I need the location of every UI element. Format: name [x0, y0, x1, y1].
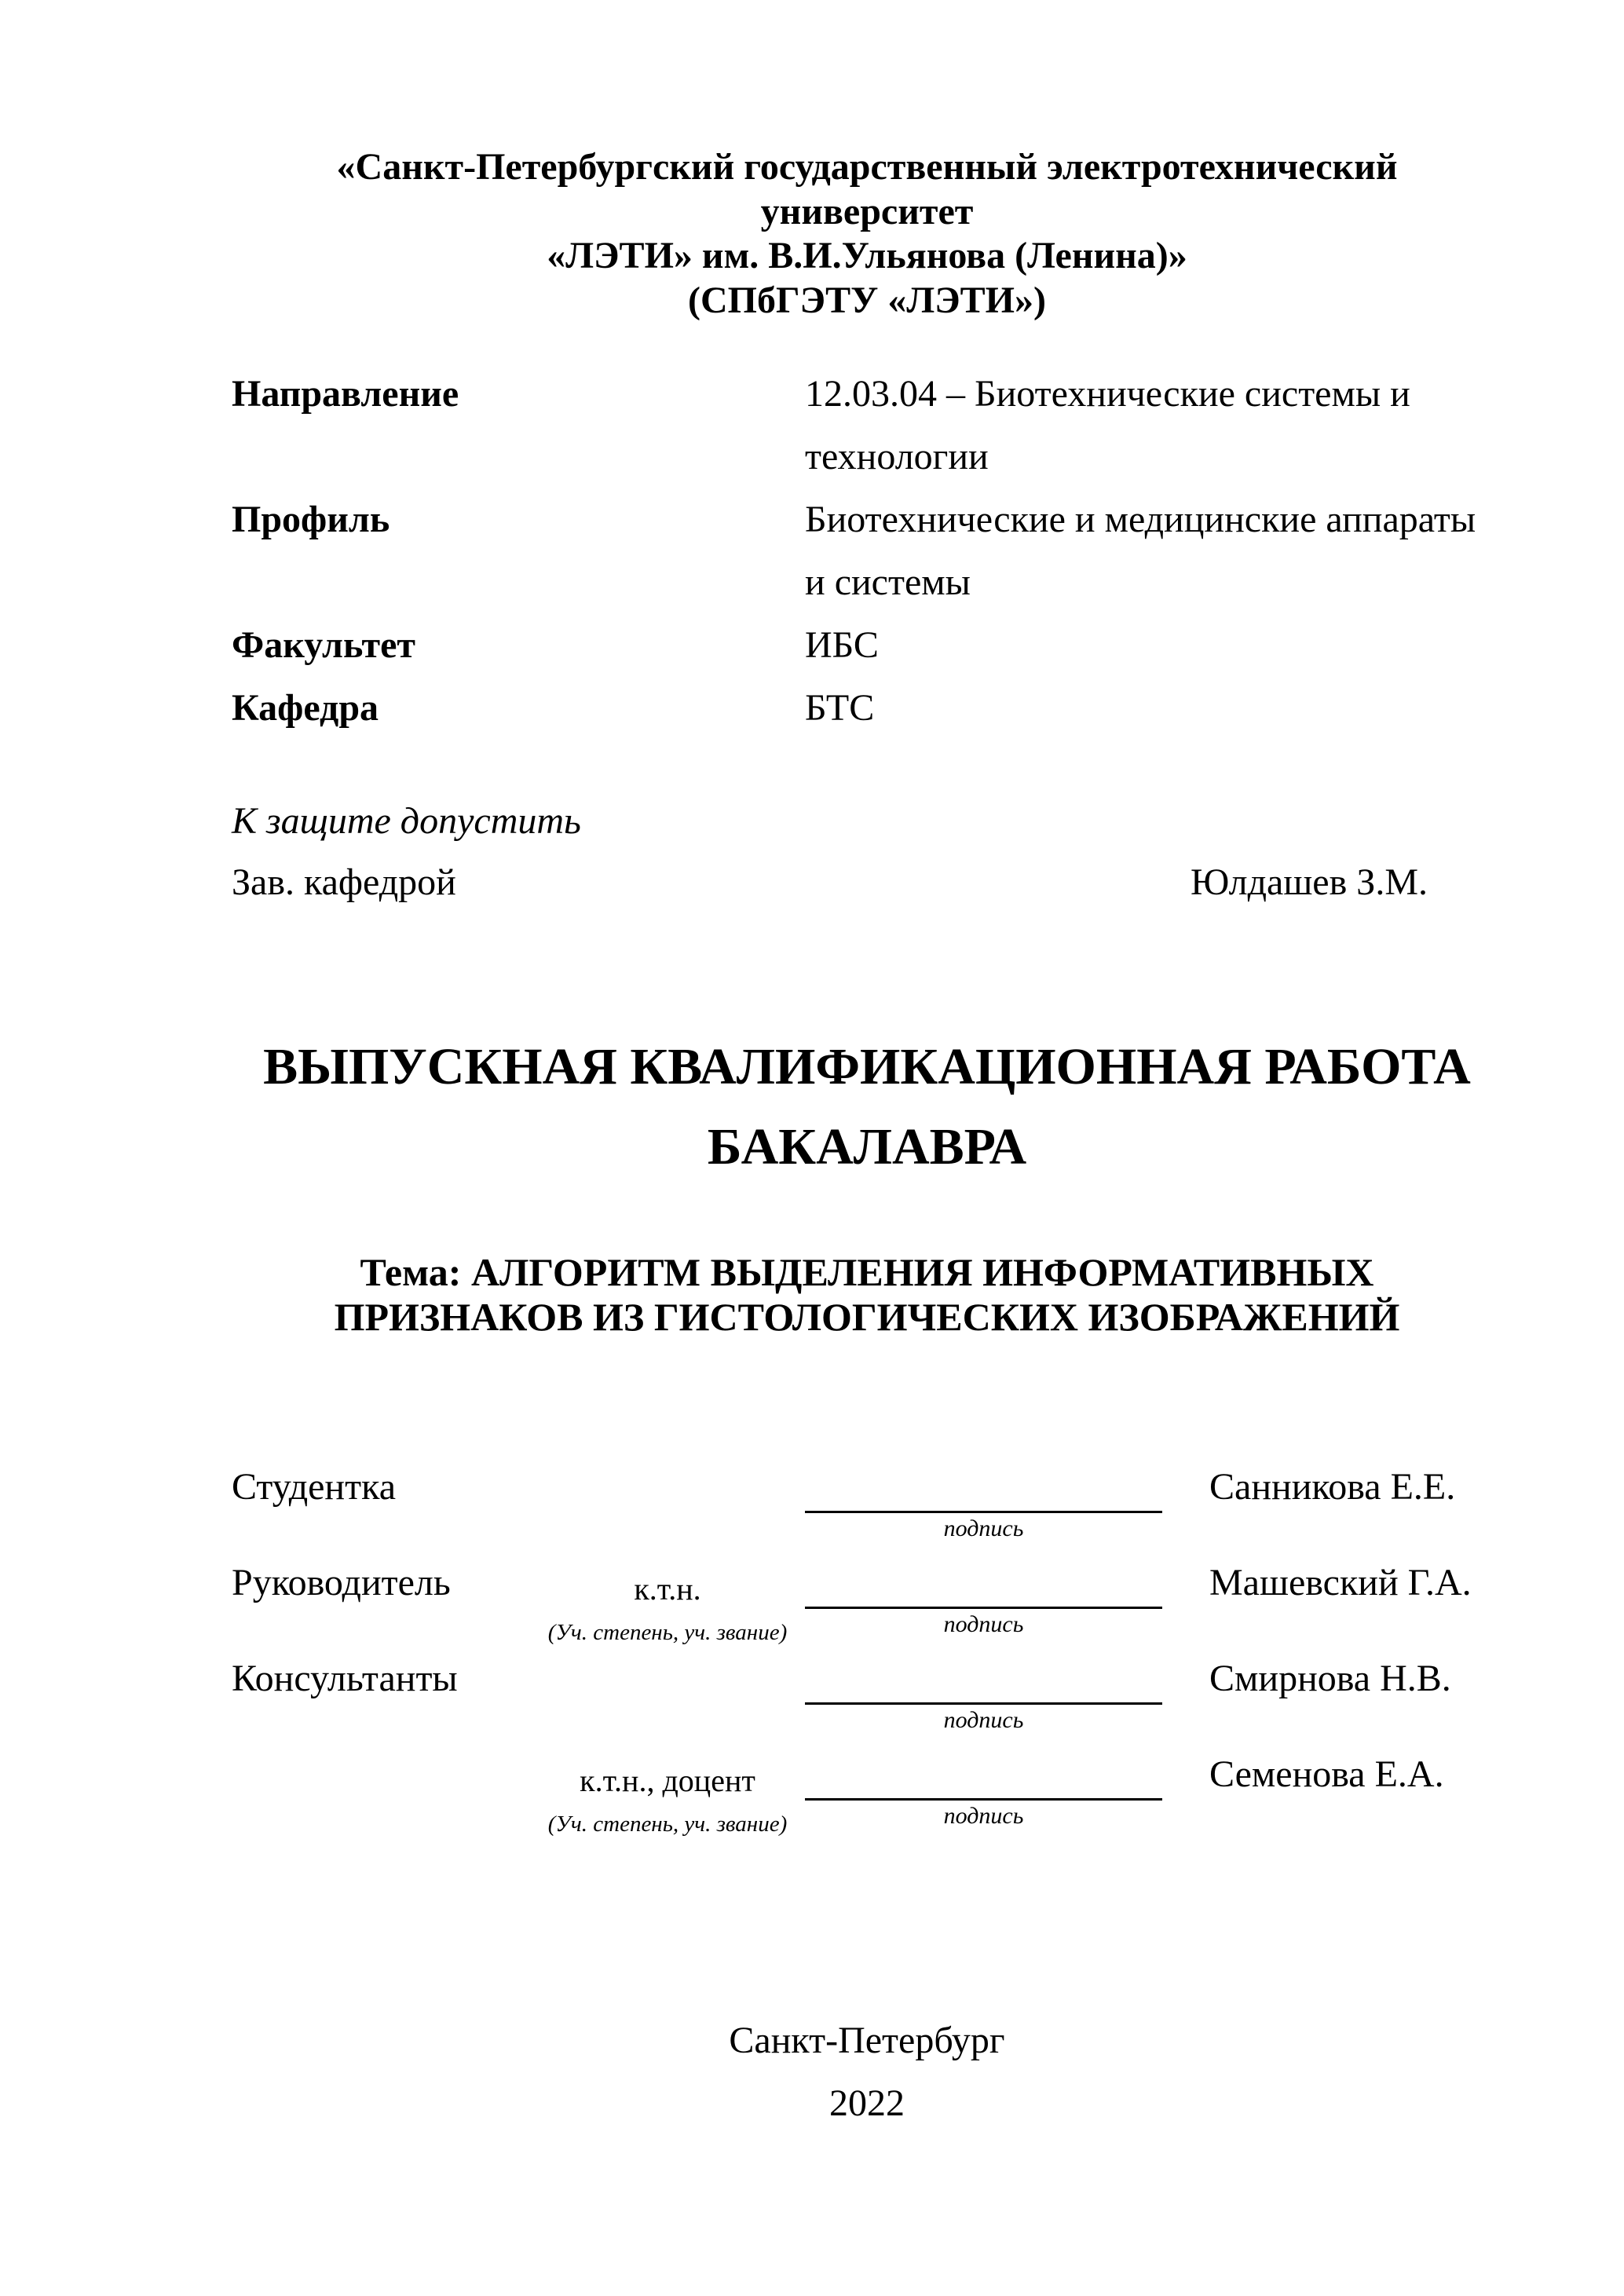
- program-info-block: [232, 363, 1502, 740]
- consultant2-degree: [546, 1753, 789, 1837]
- signature-row-consultant2: [232, 1753, 1502, 1848]
- info-row-direction: [232, 363, 1502, 488]
- profile-value: Биотехнические и медицинские аппараты и системы: [805, 498, 1476, 603]
- supervisor-name: Машевский Г.А.: [1209, 1561, 1472, 1603]
- university-name-line2: «ЛЭТИ» им. В.И.Ульянова (Ленина)»: [547, 235, 1187, 277]
- student-signature-field: [805, 1465, 1162, 1545]
- consultant1-degree: [546, 1657, 789, 1680]
- profile-label: Профиль: [232, 498, 390, 540]
- consultant2-name: Семенова Е.А.: [1209, 1753, 1444, 1795]
- main-title: [232, 1027, 1502, 1187]
- signature-row-student: [232, 1465, 1502, 1561]
- consultant1-signature-line: [805, 1657, 1162, 1705]
- main-title-line1: ВЫПУСКНАЯ КВАЛИФИКАЦИОННАЯ РАБОТА: [263, 1037, 1471, 1095]
- department-head-label: Зав. кафедрой: [232, 861, 456, 903]
- supervisor-degree-text: к.т.н.: [634, 1570, 701, 1607]
- info-row-department: [232, 677, 1502, 740]
- student-signature-line: [805, 1465, 1162, 1513]
- student-name: Санникова Е.Е.: [1209, 1465, 1456, 1508]
- consultants-role-label: Консультанты: [232, 1657, 458, 1699]
- supervisor-signature-field: [805, 1561, 1162, 1640]
- consultant2-signature-line: [805, 1753, 1162, 1801]
- consultant1-name: Смирнова Н.В.: [1209, 1657, 1451, 1699]
- university-name-line1: «Санкт-Петербургский государственный электротехнический университет: [336, 146, 1398, 232]
- direction-label: Направление: [232, 372, 459, 415]
- admission-block: [232, 791, 1502, 913]
- faculty-value: ИБС: [805, 623, 879, 666]
- student-degree: [546, 1465, 789, 1489]
- department-value: БТС: [805, 686, 875, 729]
- signature-row-supervisor: [232, 1561, 1502, 1657]
- signature-row-consultant1: [232, 1657, 1502, 1753]
- direction-value: 12.03.04 – Биотехнические системы и технологии: [805, 372, 1410, 477]
- department-label: Кафедра: [232, 686, 379, 729]
- main-title-line2: БАКАЛАВРА: [707, 1117, 1027, 1175]
- consultant2-degree-text: к.т.н., доцент: [580, 1762, 755, 1798]
- footer-city: Санкт-Петербург: [729, 2019, 1005, 2061]
- footer: [232, 2009, 1502, 2135]
- department-head-name: Юлдашев З.М.: [1190, 861, 1428, 903]
- student-signature-caption: подпись: [943, 1515, 1024, 1541]
- footer-year: 2022: [829, 2082, 905, 2124]
- consultant1-signature-field: [805, 1657, 1162, 1736]
- supervisor-signature-line: [805, 1561, 1162, 1609]
- info-row-faculty: [232, 614, 1502, 677]
- consultant1-signature-caption: подпись: [943, 1706, 1024, 1733]
- consultant2-signature-field: [805, 1753, 1162, 1832]
- thesis-theme-line2: ПРИЗНАКОВ ИЗ ГИСТОЛОГИЧЕСКИХ ИЗОБРАЖЕНИЙ: [334, 1294, 1400, 1339]
- admission-intro: К защите допустить: [232, 799, 581, 842]
- thesis-theme-line1: Тема: АЛГОРИТМ ВЫДЕЛЕНИЯ ИНФОРМАТИВНЫХ: [360, 1249, 1374, 1294]
- supervisor-degree: [546, 1561, 789, 1646]
- supervisor-role-label: Руководитель: [232, 1561, 451, 1603]
- student-role-label: Студентка: [232, 1465, 396, 1508]
- admission-row: [232, 852, 1502, 913]
- supervisor-signature-caption: подпись: [943, 1610, 1024, 1637]
- thesis-theme: [232, 1250, 1502, 1340]
- signature-block: [232, 1465, 1502, 1848]
- university-abbreviation: (СПбГЭТУ «ЛЭТИ»): [688, 279, 1046, 321]
- university-header: [232, 145, 1502, 324]
- consultant2-degree-caption: (Уч. степень, уч. звание): [547, 1811, 788, 1837]
- supervisor-degree-caption: (Уч. степень, уч. звание): [547, 1619, 788, 1645]
- consultant2-signature-caption: подпись: [943, 1802, 1024, 1829]
- faculty-label: Факультет: [232, 623, 415, 666]
- info-row-profile: [232, 488, 1502, 614]
